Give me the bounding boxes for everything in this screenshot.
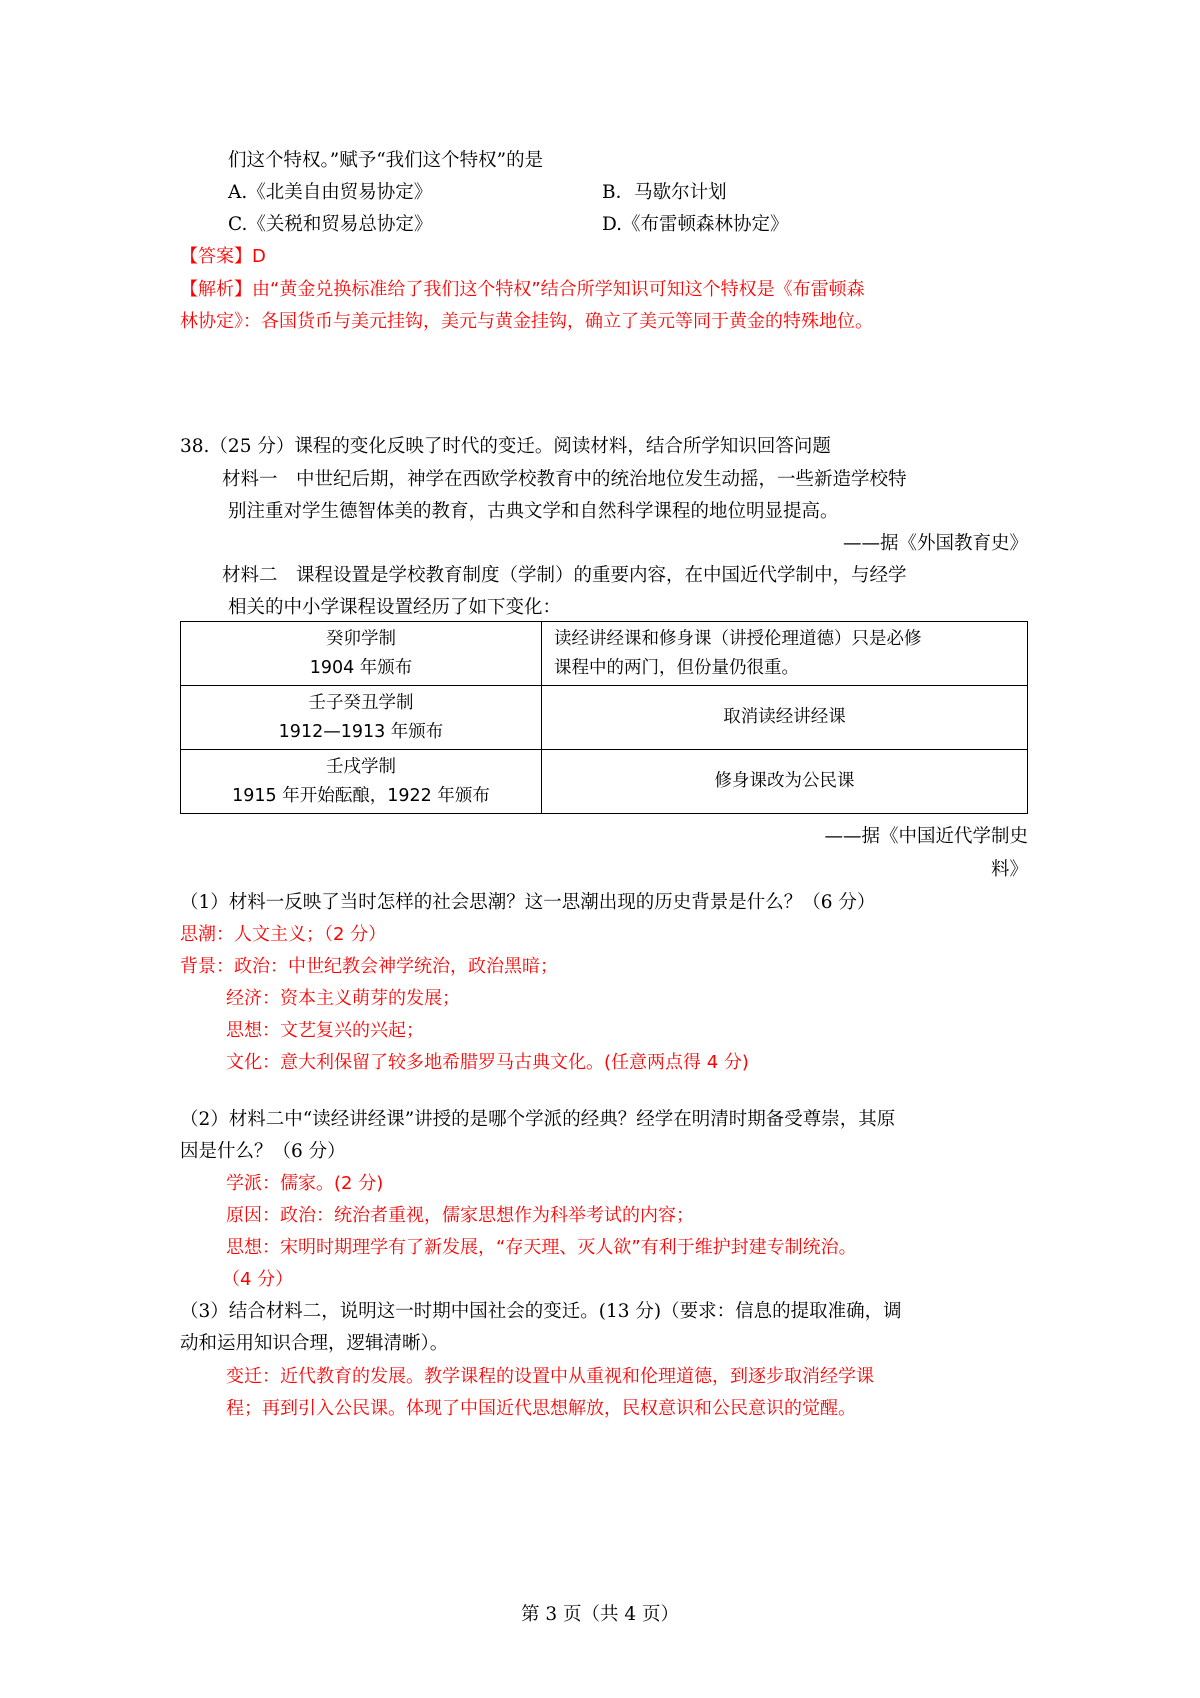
- q37-option-c: C.《关税和贸易总协定》: [228, 214, 433, 235]
- table-cell-change: [542, 750, 1028, 814]
- q38-sub3-question-line2: 动和运用知识合理，逻辑清晰）。: [180, 1333, 449, 1354]
- system-name: 壬戌学制: [326, 756, 396, 777]
- change-text-line2: 课程中的两门，但份量仍很重。: [554, 657, 799, 678]
- system-name: 癸卯学制: [326, 628, 396, 649]
- q38-sub3-question-line1: （3）结合材料二，说明这一时期中国社会的变迁。(13 分)（要求：信息的提取准确，调: [180, 1301, 902, 1322]
- q38-sub1-answer-trend: 思潮：人文主义；（2 分）: [180, 924, 387, 945]
- table-cell-system: [181, 622, 542, 686]
- q38-sub2-answer-school: 学派：儒家。(2 分): [226, 1173, 384, 1194]
- q37-option-b: B．马歇尔计划: [602, 182, 727, 203]
- q38-material2-line1: 材料二 课程设置是学校教育制度（学制）的重要内容，在中国近代学制中，与经学: [222, 565, 907, 586]
- q38-material1-source: ——据《外国教育史》: [842, 533, 1028, 554]
- system-name: 壬子癸丑学制: [308, 692, 414, 713]
- system-year: 1915 年开始酝酿，1922 年颁布: [232, 785, 490, 806]
- q38-sub2-question-line2: 因是什么？（6 分）: [180, 1141, 346, 1162]
- q37-answer: 【答案】D: [180, 246, 266, 267]
- table-cell-system: [181, 750, 542, 814]
- q38-sub3-answer-line2: 程；再到引入公民课。体现了中国近代思想解放，民权意识和公民意识的觉醒。: [226, 1398, 856, 1419]
- table-cell-change: [542, 622, 1028, 686]
- table-cell-change: [542, 686, 1028, 750]
- page-number: 第 3 页（共 4 页）: [520, 1604, 680, 1625]
- q37-option-a: A.《北美自由贸易协定》: [228, 182, 433, 203]
- q38-sub2-answer-reason-politics: 原因：政治：统治者重视，儒家思想作为科举考试的内容；: [226, 1205, 694, 1226]
- q37-analysis-line2: 林协定》：各国货币与美元挂钩，美元与黄金挂钩，确立了美元等同于黄金的特殊地位。: [180, 311, 873, 332]
- q38-sub2-answer-score: （4 分）: [222, 1269, 294, 1290]
- q38-sub1-question: （1）材料一反映了当时怎样的社会思潮？这一思潮出现的历史背景是什么？（6 分）: [180, 892, 876, 913]
- q38-sub2-answer-reason-thought: 思想：宋明时期理学有了新发展，“存天理、灭人欲”有利于维护封建专制统治。: [226, 1237, 857, 1258]
- q38-material2-source-line1: ——据《中国近代学制史: [824, 826, 1028, 847]
- q38-material2-source-line2: 料》: [990, 859, 1028, 880]
- q38-sub1-answer-thought: 思想：文艺复兴的兴起；: [226, 1020, 424, 1041]
- q38-sub1-answer-economy: 经济：资本主义萌芽的发展；: [226, 988, 460, 1009]
- table-row: [181, 622, 1028, 686]
- change-text-line1: 取消读经讲经课: [723, 707, 846, 727]
- change-text-line1: 读经讲经课和修身课（讲授伦理道德）只是必修: [554, 628, 922, 649]
- system-year: 1904 年颁布: [309, 657, 413, 678]
- q38-material2-line2: 相关的中小学课程设置经历了如下变化：: [228, 597, 562, 618]
- q37-option-d: D.《布雷顿森林协定》: [602, 214, 789, 235]
- school-system-table: [180, 621, 1028, 814]
- system-year: 1912—1913 年颁布: [278, 721, 444, 742]
- q38-sub1-answer-politics: 背景：政治：中世纪教会神学统治，政治黑暗；: [180, 956, 558, 977]
- table-cell-system: [181, 686, 542, 750]
- change-text-line1: 修身课改为公民课: [714, 771, 855, 791]
- table-row: [181, 686, 1028, 750]
- q38-sub2-question-line1: （2）材料二中“读经讲经课”讲授的是哪个学派的经典？经学在明清时期备受尊崇，其原: [180, 1109, 896, 1130]
- q38-sub3-answer-line1: 变迁：近代教育的发展。教学课程的设置中从重视和伦理道德，到逐步取消经学课: [226, 1366, 874, 1387]
- table-row: [181, 750, 1028, 814]
- q38-sub1-answer-culture: 文化：意大利保留了较多地希腊罗马古典文化。(任意两点得 4 分): [226, 1052, 749, 1073]
- q38-material1-line2: 别注重对学生德智体美的教育，古典文学和自然科学课程的地位明显提高。: [228, 501, 839, 522]
- q37-stem-tail: 们这个特权。”赋予“我们这个特权”的是: [228, 150, 544, 171]
- q38-header: 38.（25 分）课程的变化反映了时代的变迁。阅读材料，结合所学知识回答问题: [180, 436, 831, 457]
- q38-material1-line1: 材料一 中世纪后期，神学在西欧学校教育中的统治地位发生动摇，一些新造学校特: [222, 469, 907, 490]
- q37-analysis-line1: 【解析】由“黄金兑换标准给了我们这个特权”结合所学知识可知这个特权是《布雷顿森: [180, 279, 865, 300]
